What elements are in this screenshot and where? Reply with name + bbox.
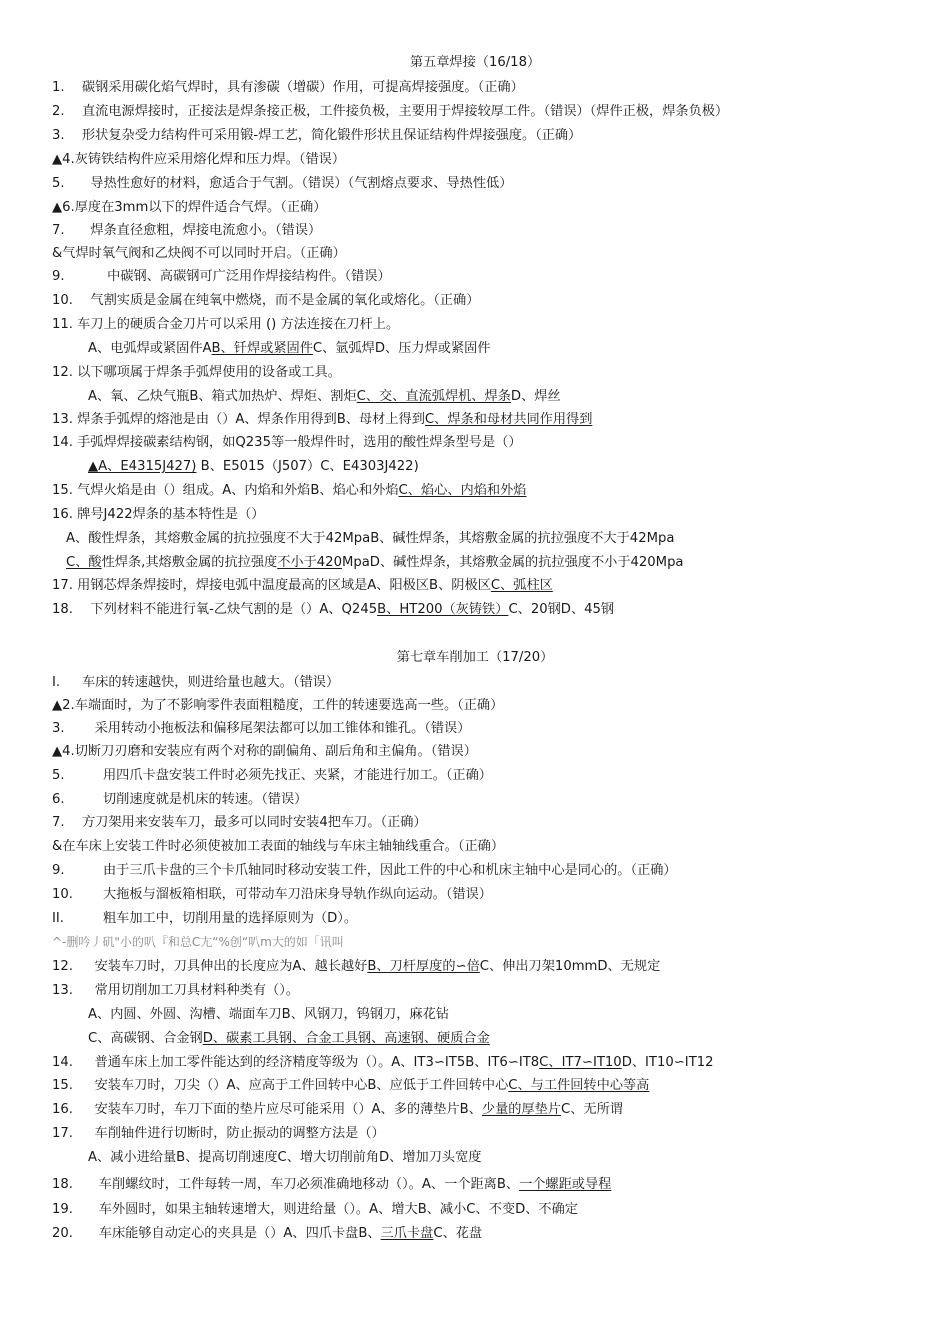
q-num: 17. xyxy=(52,1126,73,1141)
q-num: 19. xyxy=(52,1202,73,1217)
q-text: 形状复杂受力结构件可采用锻-焊工艺，简化锻件形状且保证结构件焊接强度。（正确） xyxy=(82,128,582,143)
ch7-q11-garbled-options: ^-删吟丿矶"小的叭『和总C尢“%创“叭m大的如「讯叫 xyxy=(52,935,344,949)
option-text: C、高碳钢、合金钢 xyxy=(88,1031,203,1046)
ch7-q15 xyxy=(52,1075,932,1097)
q-text: 15. 气焊火焰是由（）组成。A、内焰和外焰B、焰心和外焰 xyxy=(52,483,399,498)
ch5-q11-options xyxy=(88,338,928,360)
ch7-q7 xyxy=(52,812,932,834)
q-num: 7. xyxy=(52,223,65,238)
answer-underlined: B、HT200（灰铸铁） xyxy=(377,602,509,617)
ch7-q1 xyxy=(52,672,932,694)
option-text: C、无所谓 xyxy=(561,1102,623,1117)
ch7-q19 xyxy=(52,1199,932,1221)
q-num: 18. xyxy=(52,1177,73,1192)
q-text: 焊条直径愈粗，焊接电流愈小。（错误） xyxy=(90,223,322,238)
answer-underlined: C、焰心、内焰和外焰 xyxy=(398,483,527,498)
ch7-q20 xyxy=(52,1223,932,1245)
ch7-q9 xyxy=(52,860,932,882)
q-num: 13. xyxy=(52,983,73,998)
ch7-q13-options-b xyxy=(88,1028,928,1050)
ch7-q10 xyxy=(52,884,932,906)
ch5-q16-options-a: A、酸性焊条，其熔敷金属的抗拉强度不大于42MpaB、碱性焊条，其熔敷金属的抗拉强度不大于42Mpa xyxy=(66,531,675,546)
ch5-q4: ▲4.灰铸铁结构件应采用熔化焊和压力焊。（错误） xyxy=(52,152,346,167)
ch7-q18 xyxy=(52,1174,932,1196)
ch5-q5 xyxy=(52,173,932,195)
q-text: 安装车刀时，刀具伸出的长度应为A、越长越好 xyxy=(94,959,368,974)
option-text: MpaD、碱性焊条，其熔敷金属的抗拉强度不小于420Mpa xyxy=(341,555,684,570)
answer-underlined: B、刀杆厚度的∽倍 xyxy=(367,959,480,974)
chapter-5-title: 第五章焊接（16/18） xyxy=(409,55,541,70)
ch5-q3 xyxy=(52,125,932,147)
ch5-q12: 12. 以下哪项属于焊条手弧焊使用的设备或工具。 xyxy=(52,365,341,380)
q-text: 切削速度就是机床的转速。（错误） xyxy=(102,792,308,807)
ch5-q15 xyxy=(52,480,932,502)
ch7-q6 xyxy=(52,789,932,811)
option-text: A、电弧焊或紧固件A xyxy=(88,341,212,356)
option-text: 性焊条,其熔敷金属的抗拉强度 xyxy=(101,555,278,570)
q-num: 10. xyxy=(52,293,73,308)
ch5-q12-options xyxy=(88,386,928,408)
answer-underlined: C、酸 xyxy=(66,555,102,570)
q-text: 中碳钢、高碳钢可广泛用作焊接结构件。（错误） xyxy=(107,269,391,284)
q-text: 安装车刀时，刀尖（）A、应高于工件回转中心B、应低于工件回转中心 xyxy=(94,1078,509,1093)
q-num: 3. xyxy=(52,128,65,143)
answer-underlined: C、IT7∽IT10 xyxy=(539,1055,622,1070)
ch5-q7 xyxy=(52,220,932,242)
q-text: 车床能够自动定心的夹具是（）A、四爪卡盘B、 xyxy=(98,1226,381,1241)
q-num: 6. xyxy=(52,792,65,807)
q-num: 16. xyxy=(52,1102,73,1117)
answer-underlined: B、钎焊或紧固件 xyxy=(211,341,313,356)
q-num: 7. xyxy=(52,815,65,830)
ch7-q8: &在车床上安装工件时必须使被加工表面的轴线与车床主轴轴线重合。（正确） xyxy=(52,839,505,854)
q-text: 车削螺纹时，工件每转一周，车刀必须准确地移动（）。A、一个距离B、 xyxy=(98,1177,520,1192)
q-num: 12. xyxy=(52,959,73,974)
option-text: C、花盘 xyxy=(433,1226,483,1241)
option-text: C、氩弧焊D、压力焊或紧固件 xyxy=(312,341,491,356)
q-num: 15. xyxy=(52,1078,73,1093)
q-text: 大拖板与溜板箱相联，可带动车刀沿床身导轨作纵向运动。（错误） xyxy=(102,887,492,902)
q-text: 安装车刀时，车刀下面的垫片应尽可能采用（）A、多的薄垫片B、 xyxy=(94,1102,482,1117)
q-text: 常用切削加工刀具材料种类有（）。 xyxy=(94,983,299,998)
answer-underlined: ▲A、E4315J427) xyxy=(88,459,197,474)
q-num: 1. xyxy=(52,80,65,95)
option-text: D、焊丝 xyxy=(510,389,561,404)
q-text: 车床的转速越快，则进给量也越大。（错误） xyxy=(82,675,340,690)
ch5-q17 xyxy=(52,575,932,597)
ch5-q9 xyxy=(52,266,932,288)
q-num: 2. xyxy=(52,104,65,119)
option-text: C、伸出刀架10mmD、无规定 xyxy=(479,959,661,974)
ch5-q6: ▲6.厚度在3mm以下的焊件适合气焊。（正确） xyxy=(52,200,327,215)
q-text: 13. 焊条手弧焊的熔池是由（）A、焊条作用得到B、母材上得到 xyxy=(52,412,425,427)
ch7-q13 xyxy=(52,980,932,1002)
answer-underlined: C、交、直流弧焊机、焊条 xyxy=(356,389,511,404)
q-num: 9. xyxy=(52,863,65,878)
q-text: 导热性愈好的材料，愈适合于气割。（错误）（气割熔点要求、导热性低） xyxy=(90,176,513,191)
q-text: 由于三爪卡盘的三个卡爪轴同时移动安装工件，因此工件的中心和机床主轴中心是同心的。（正确） xyxy=(102,863,677,878)
chapter-7-title: 第七章车削加工（17/20） xyxy=(396,650,554,665)
option-text: C、20钢D、45钢 xyxy=(508,602,615,617)
ch5-q18 xyxy=(52,599,932,621)
ch7-q17 xyxy=(52,1123,932,1145)
q-text: 采用转动小拖板法和偏移尾架法都可以加工锥体和锥孔。（错误） xyxy=(94,721,471,736)
answer-underlined: C、与工件回转中心等高 xyxy=(508,1078,650,1093)
q-text: 气割实质是金属在纯氧中燃烧，而不是金属的氧化或熔化。（正确） xyxy=(90,293,480,308)
q-text: 方刀架用来安装车刀，最多可以同时安装4把车刀。（正确） xyxy=(82,815,427,830)
option-text: A、氧、乙炔气瓶B、箱式加热炉、焊炬、割炬 xyxy=(88,389,357,404)
q-text: 普通车床上加工零件能达到的经济精度等级为（）。A、IT3∽IT5B、IT6∽IT8 xyxy=(94,1055,540,1070)
ch5-q1 xyxy=(52,77,932,99)
answer-underlined: 不小于420 xyxy=(277,555,342,570)
q-text: 下列材料不能进行氧-乙炔气割的是（）A、Q245 xyxy=(90,602,378,617)
option-text: D、IT10∽IT12 xyxy=(621,1055,714,1070)
answer-underlined: D、碳素工具钢、合金工具钢、高速钢、硬质合金 xyxy=(202,1031,490,1046)
q-num: 14. xyxy=(52,1055,73,1070)
q-text: 用四爪卡盘安装工件时必须先找正、夹紧，才能进行加工。（正确） xyxy=(102,768,492,783)
q-num: 10. xyxy=(52,887,73,902)
answer-underlined: C、焊条和母材共同作用得到 xyxy=(424,412,593,427)
ch5-q13 xyxy=(52,409,932,431)
ch5-q16-options-b xyxy=(66,552,932,574)
q-num: 3. xyxy=(52,721,65,736)
answer-underlined: 一个螺距或导程 xyxy=(519,1177,612,1192)
ch5-q14: 14. 手弧焊焊接碳素结构钢，如Q235等一般焊件时，选用的酸性焊条型号是（） xyxy=(52,435,522,450)
ch7-q16 xyxy=(52,1099,932,1121)
q-text: 碳钢采用碳化焰气焊时，具有渗碳（增碳）作用，可提高焊接强度。（正确） xyxy=(82,80,524,95)
ch7-q5 xyxy=(52,765,932,787)
ch5-q10 xyxy=(52,290,932,312)
q-text: 粗车加工中，切削用量的选择原则为（D）。 xyxy=(102,911,358,926)
q-num: I. xyxy=(52,675,61,690)
q-text: 车削轴件进行切断时，防止振动的调整方法是（） xyxy=(94,1126,385,1141)
answer-underlined: 三爪卡盘 xyxy=(380,1226,434,1241)
ch5-q2 xyxy=(52,101,932,123)
ch7-q2: ▲2.车端面时，为了不影响零件表面粗糙度，工件的转速要选高一些。（正确） xyxy=(52,698,504,713)
q-num: 18. xyxy=(52,602,73,617)
q-num: II. xyxy=(52,911,64,926)
ch5-q8: &气焊时氧气阀和乙炔阀不可以同时开启。（正确） xyxy=(52,246,346,261)
ch7-q3 xyxy=(52,718,932,740)
q-num: 20. xyxy=(52,1226,73,1241)
q-num: 9. xyxy=(52,269,65,284)
answer-underlined: 少量的厚垫片 xyxy=(481,1102,562,1117)
q-text: 17. 用钢芯焊条焊接时，焊接电弧中温度最高的区域是A、阳极区B、阴极区 xyxy=(52,578,491,593)
ch5-q16: 16. 牌号J422焊条的基本特性是（） xyxy=(52,507,265,522)
ch5-q11: 11. 车刀上的硬质合金刀片可以采用 () 方法连接在刀杆上。 xyxy=(52,317,400,332)
q-num: 5. xyxy=(52,176,65,191)
q-text: 车外圆时，如果主轴转速增大，则进给量（）。A、增大B、减小C、不变D、不确定 xyxy=(98,1202,578,1217)
ch7-q14 xyxy=(52,1052,932,1074)
answer-underlined: C、弧柱区 xyxy=(490,578,553,593)
ch7-q13-options-a: A、内圆、外圆、沟槽、端面车刀B、风钢刀，钨钢刀，麻花钻 xyxy=(88,1007,449,1022)
ch7-q11 xyxy=(52,908,932,930)
q-text: 直流电源焊接时，正接法是焊条接正极，工件接负极，主要用于焊接较厚工件。（错误）（焊件正极，焊条负极） xyxy=(82,104,729,119)
ch7-q12 xyxy=(52,956,932,978)
option-text: B、E5015（J507）C、E4303J422) xyxy=(200,459,419,474)
ch5-q14-options xyxy=(88,456,928,478)
ch7-q4: ▲4.切断刀刃磨和安装应有两个对称的副偏角、副后角和主偏角。（错误） xyxy=(52,744,477,759)
q-num: 5. xyxy=(52,768,65,783)
ch7-q17-options: A、减小进给量B、提高切削速度C、增大切削前角D、增加刀头宽度 xyxy=(88,1150,482,1165)
